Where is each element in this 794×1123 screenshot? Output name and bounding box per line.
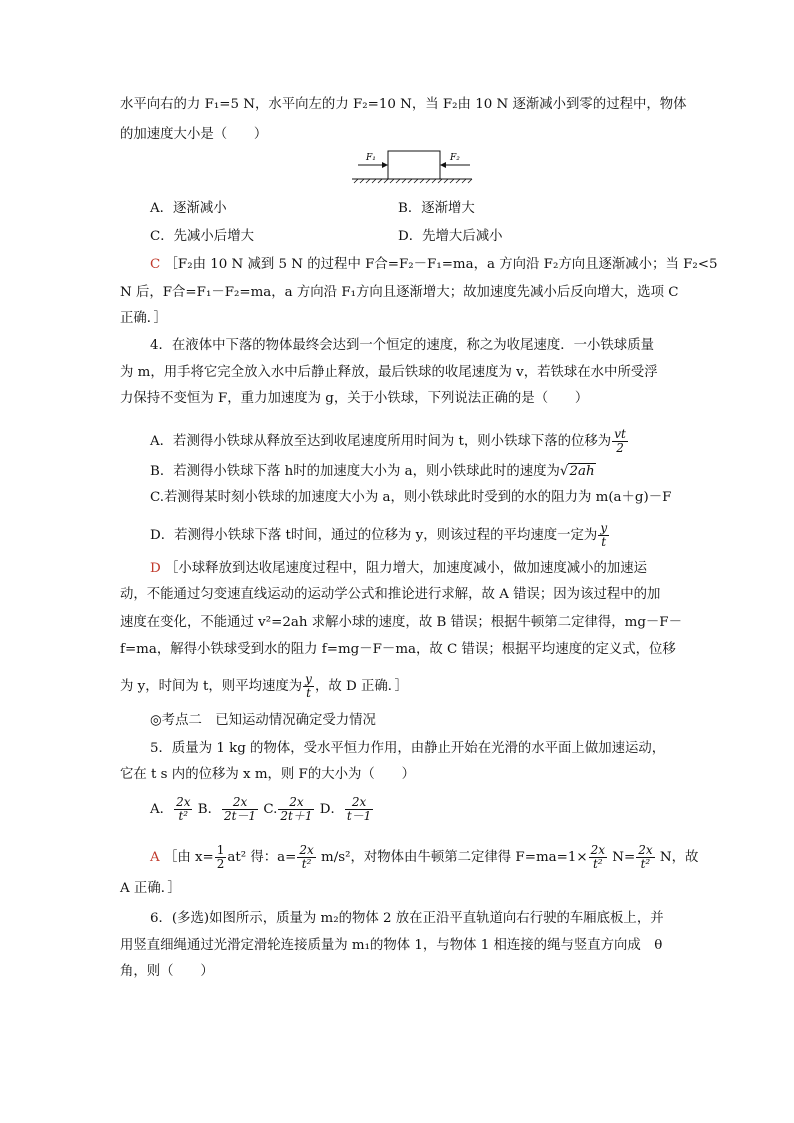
problem3-option-d: D．先增大后减小 <box>398 229 503 244</box>
problem3-explanation-text1: ［F₂由 10 N 减到 5 N 的过程中 F合=F₂－F₁=ma，a 方向沿 F₂方向且逐渐减小；当 F₂<5 <box>164 257 718 272</box>
problem3-option-a: A．逐渐减小 <box>150 201 227 216</box>
problem6-stem-line1: 6．(多选)如图所示，质量为 m₂的物体 2 放在正沿平直轨道向右行驶的车厢底板上，并 <box>150 911 664 926</box>
fraction-numerator: 1 <box>216 843 225 857</box>
f2-label: F₂ <box>450 153 460 163</box>
problem4-explanation-text1: ［小球释放到达收尾速度过程中，阻力增大，加速度减小，做加速度减小的加速运 <box>165 561 648 576</box>
problem4-option-d-text: D．若测得小铁球下落 t时间，通过的位移为 y，则该过程的平均速度一定为 <box>150 528 598 543</box>
problem4-option-c: C.若测得某时刻小铁球的加速度大小为 a，则小铁球此时受到的水的阻力为 m(a＋g)－F <box>150 490 672 505</box>
problem4-option-d <box>150 522 610 549</box>
explanation-text: m/s²，对物体由牛顿第二定律得 F=ma=1× <box>316 850 588 865</box>
problem4-explanation-line3: 速度在变化，不能通过 v²=2ah 求解小球的速度，故 B 错误；根据牛顿第二定律得，mg－F－ <box>120 615 682 630</box>
problem4-answer: D <box>150 561 161 576</box>
problem4-option-a <box>150 428 629 455</box>
fraction-numerator: 2x <box>278 796 314 810</box>
problem3-answer: C <box>150 257 161 272</box>
fraction <box>297 844 315 871</box>
problem4-stem-line1: 4．在液体中下落的物体最终会达到一个恒定的速度，称之为收尾速度．一小铁球质量 <box>150 338 654 353</box>
fraction-numerator: 2x <box>176 795 191 809</box>
fraction-denominator: t² <box>640 857 651 871</box>
explanation-text: N，故 <box>655 850 699 865</box>
problem5-explanation-line1 <box>150 844 698 871</box>
explanation-text: ［由 x= <box>163 850 214 865</box>
fraction <box>174 796 192 823</box>
problem4-stem-line2: 为 m，用手将它完全放入水中后静止释放，最后铁球的收尾速度为 v，若铁球在水中所受浮 <box>120 365 658 380</box>
problem5-stem-line2: 它在 t s 内的位移为 x m，则 F的大小为（ ） <box>120 767 415 782</box>
problem3-explanation-line2: N 后，F合=F₁－F₂=ma，a 方向沿 F₁方向且逐渐增大；故加速度先减小后反向增大，选项 C <box>120 285 679 300</box>
problem3-explanation-line1 <box>150 256 718 274</box>
problem5-stem-line1: 5．质量为 1 kg 的物体，受水平恒力作用，由静止开始在光滑的水平面上做加速运动， <box>150 741 666 756</box>
fraction <box>222 796 258 823</box>
problem3-stem-line2: 的加速度大小是（ ） <box>120 127 268 142</box>
problem4-explanation-line4: f=ma，解得小铁球受到水的阻力 f=mg－F－ma，故 C 错误；根据平均速度的定义式，位移 <box>120 642 676 657</box>
explanation-text: at² 得：a= <box>227 850 297 865</box>
fraction-numerator: vt <box>614 427 626 441</box>
option-c-label: C. <box>263 802 278 817</box>
fraction-denominator: t <box>306 686 311 700</box>
problem6-stem-line3: 角，则（ ） <box>120 964 214 979</box>
option-a-label: A． <box>150 802 174 817</box>
fraction <box>636 844 654 871</box>
fraction-denominator: 2t＋1 <box>280 809 313 823</box>
problem4-option-a-text: A．若测得小铁球从释放至达到收尾速度所用时间为 t，则小铁球下落的位移为 <box>150 434 612 449</box>
fraction-numerator: 2x <box>299 843 314 857</box>
fraction-numerator: 2x <box>222 796 258 810</box>
problem5-explanation-line2: A 正确．］ <box>120 881 181 896</box>
fraction <box>598 522 609 549</box>
problem4-option-b-text: B．若测得小铁球下落 h时的加速度大小为 a，则小铁球此时的速度为 <box>150 464 560 479</box>
force-diagram <box>350 148 475 188</box>
sqrt-symbol: √ <box>559 464 569 479</box>
fraction-numerator: 2x <box>590 843 605 857</box>
section-heading: ◎考点二 已知运动情况确定受力情况 <box>150 713 376 728</box>
problem4-explanation-line1 <box>150 560 647 578</box>
f1-label: F₁ <box>366 153 376 163</box>
option-d-label: D． <box>319 802 344 817</box>
problem4-explanation-line5 <box>120 673 408 700</box>
fraction-denominator: t－1 <box>346 809 372 823</box>
problem3-option-b: B．逐渐增大 <box>398 201 475 216</box>
problem3-explanation-line3: 正确．］ <box>120 311 167 326</box>
fraction-numerator: 2x <box>638 843 653 857</box>
fraction-numerator: y <box>600 521 608 535</box>
fraction-denominator: t² <box>178 809 189 823</box>
problem6-stem-line2: 用竖直细绳通过光滑定滑轮连接质量为 m₁的物体 1，与物体 1 相连接的绳与竖直方向成 θ <box>120 938 663 953</box>
fraction <box>303 673 314 700</box>
fraction-numerator: y <box>305 672 312 686</box>
fraction <box>612 428 628 455</box>
problem5-answer: A <box>150 850 160 865</box>
fraction-denominator: t² <box>301 857 312 871</box>
problem4-explanation-line2: 动，不能通过匀变速直线运动的运动学公式和推论进行求解，故 A 错误；因为该过程中的加 <box>120 587 661 602</box>
fraction-denominator: 2t－1 <box>223 809 257 823</box>
fraction-numerator: 2x <box>345 796 373 810</box>
problem4-explanation-text5a: 为 y，时间为 t，则平均速度为 <box>120 679 303 694</box>
fraction-denominator: 2 <box>216 857 225 871</box>
problem3-option-c: C．先减小后增大 <box>150 229 254 244</box>
fraction-denominator: t² <box>592 857 603 871</box>
fraction <box>215 844 227 871</box>
fraction-denominator: 2 <box>616 441 624 455</box>
problem5-options <box>150 796 374 823</box>
explanation-text: N= <box>608 850 636 865</box>
problem3-stem-line1: 水平向右的力 F₁=5 N，水平向左的力 F₂=10 N，当 F₂由 10 N 逐渐减小到零的过程中，物体 <box>120 97 687 112</box>
problem4-stem-line3: 力保持不变恒为 F，重力加速度为 g，关于小铁球，下列说法正确的是（ ） <box>120 391 589 406</box>
sqrt-radicand: 2ah <box>569 464 595 479</box>
problem4-option-b <box>150 463 596 481</box>
fraction <box>345 796 373 823</box>
fraction-denominator: t <box>601 535 607 549</box>
problem4-explanation-text5b: ，故 D 正确．］ <box>314 679 408 694</box>
fraction <box>589 844 607 871</box>
fraction <box>278 796 314 823</box>
option-b-label: B． <box>197 802 221 817</box>
